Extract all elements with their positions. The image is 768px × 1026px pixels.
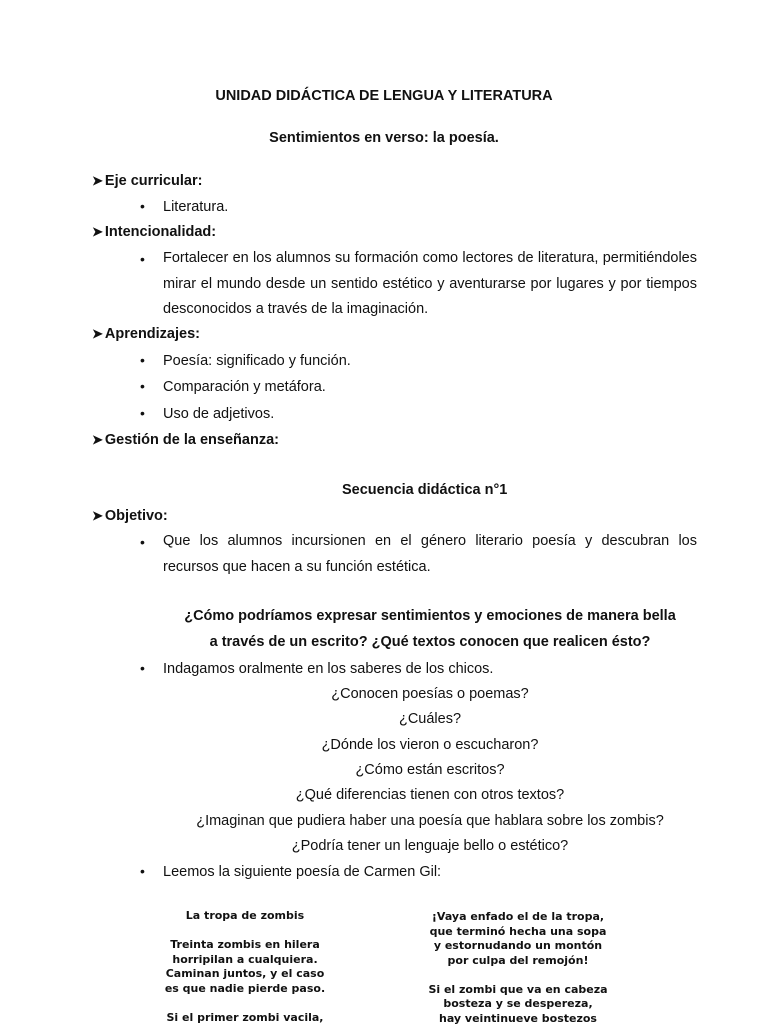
page-title: UNIDAD DIDÁCTICA DE LENGUA Y LITERATURA [0, 87, 768, 105]
bullet-icon: • [140, 659, 145, 677]
poem-line: Si el primer zombi vacila, [115, 1011, 375, 1026]
question-line: ¿Cuáles? [0, 710, 768, 728]
section-eje-heading: ➤ Eje curricular: [92, 172, 202, 190]
bullet-icon: • [140, 197, 145, 215]
intencionalidad-text: Fortalecer en los alumnos su formación como lectores de literatura, permitiéndoles mirar el mundo desde un sentido estético y aventurarse por lugares y por tiempos desconocidos a través de la imaginación. [163, 246, 697, 323]
poem-line [115, 924, 375, 939]
arrow-bullet-icon: ➤ [92, 432, 103, 447]
list-item: Uso de adjetivos. [163, 405, 274, 423]
poem-line: Si el zombi que va en cabeza [388, 983, 648, 998]
arrow-bullet-icon: ➤ [92, 326, 103, 341]
poem-line [115, 996, 375, 1011]
poem-line: hay veintinueve bostezos [388, 1012, 648, 1026]
list-item: Poesía: significado y función. [163, 352, 351, 370]
poem-line: Caminan juntos, y el caso [115, 967, 375, 982]
guiding-question-line-2: a través de un escrito? ¿Qué textos conocen que realicen ésto? [0, 633, 768, 651]
arrow-bullet-icon: ➤ [92, 224, 103, 239]
list-item: Indagamos oralmente en los saberes de los chicos. [163, 660, 493, 678]
question-line: ¿Podría tener un lenguaje bello o estético? [0, 837, 768, 855]
question-line: ¿Dónde los vieron o escucharon? [0, 736, 768, 754]
poem-line: horripilan a cualquiera. [115, 953, 375, 968]
question-line: ¿Conocen poesías o poemas? [0, 685, 768, 703]
poem-line [388, 968, 648, 983]
arrow-bullet-icon: ➤ [92, 508, 103, 523]
question-line: ¿Cómo están escritos? [0, 761, 768, 779]
bullet-icon: • [140, 404, 145, 422]
bullet-icon: • [140, 351, 145, 369]
poem-left-column [115, 909, 375, 1025]
poem-line: ¡Vaya enfado el de la tropa, [388, 910, 648, 925]
poem-right-column [388, 910, 648, 1026]
list-item: Literatura. [163, 198, 228, 216]
page-subtitle: Sentimientos en verso: la poesía. [0, 129, 768, 147]
poem-line: es que nadie pierde paso. [115, 982, 375, 997]
section-intencionalidad-heading: ➤ Intencionalidad: [92, 223, 216, 241]
poem-title: La tropa de zombis [115, 909, 375, 924]
list-item: Comparación y metáfora. [163, 378, 326, 396]
poem-line: por culpa del remojón! [388, 954, 648, 969]
poem-line: bosteza y se despereza, [388, 997, 648, 1012]
arrow-bullet-icon: ➤ [92, 173, 103, 188]
question-line: ¿Imaginan que pudiera haber una poesía que hablara sobre los zombis? [0, 812, 768, 830]
section-gestion-heading: ➤ Gestión de la enseñanza: [92, 431, 279, 449]
list-item: Leemos la siguiente poesía de Carmen Gil: [163, 863, 441, 881]
section-aprendizajes-heading: ➤ Aprendizajes: [92, 325, 200, 343]
bullet-icon: • [140, 250, 145, 268]
poem-line: y estornudando un montón [388, 939, 648, 954]
question-line: ¿Qué diferencias tienen con otros textos? [0, 786, 768, 804]
poem-line: que terminó hecha una sopa [388, 925, 648, 940]
secuencia-title: Secuencia didáctica n°1 [342, 481, 507, 499]
poem-line: Treinta zombis en hilera [115, 938, 375, 953]
bullet-icon: • [140, 533, 145, 551]
objetivo-text: Que los alumnos incursionen en el género literario poesía y descubran los recursos que hacen a su función estética. [163, 529, 697, 580]
guiding-question-line-1: ¿Cómo podríamos expresar sentimientos y emociones de manera bella [0, 607, 768, 625]
section-objetivo-heading: ➤ Objetivo: [92, 507, 168, 525]
bullet-icon: • [140, 377, 145, 395]
bullet-icon: • [140, 862, 145, 880]
